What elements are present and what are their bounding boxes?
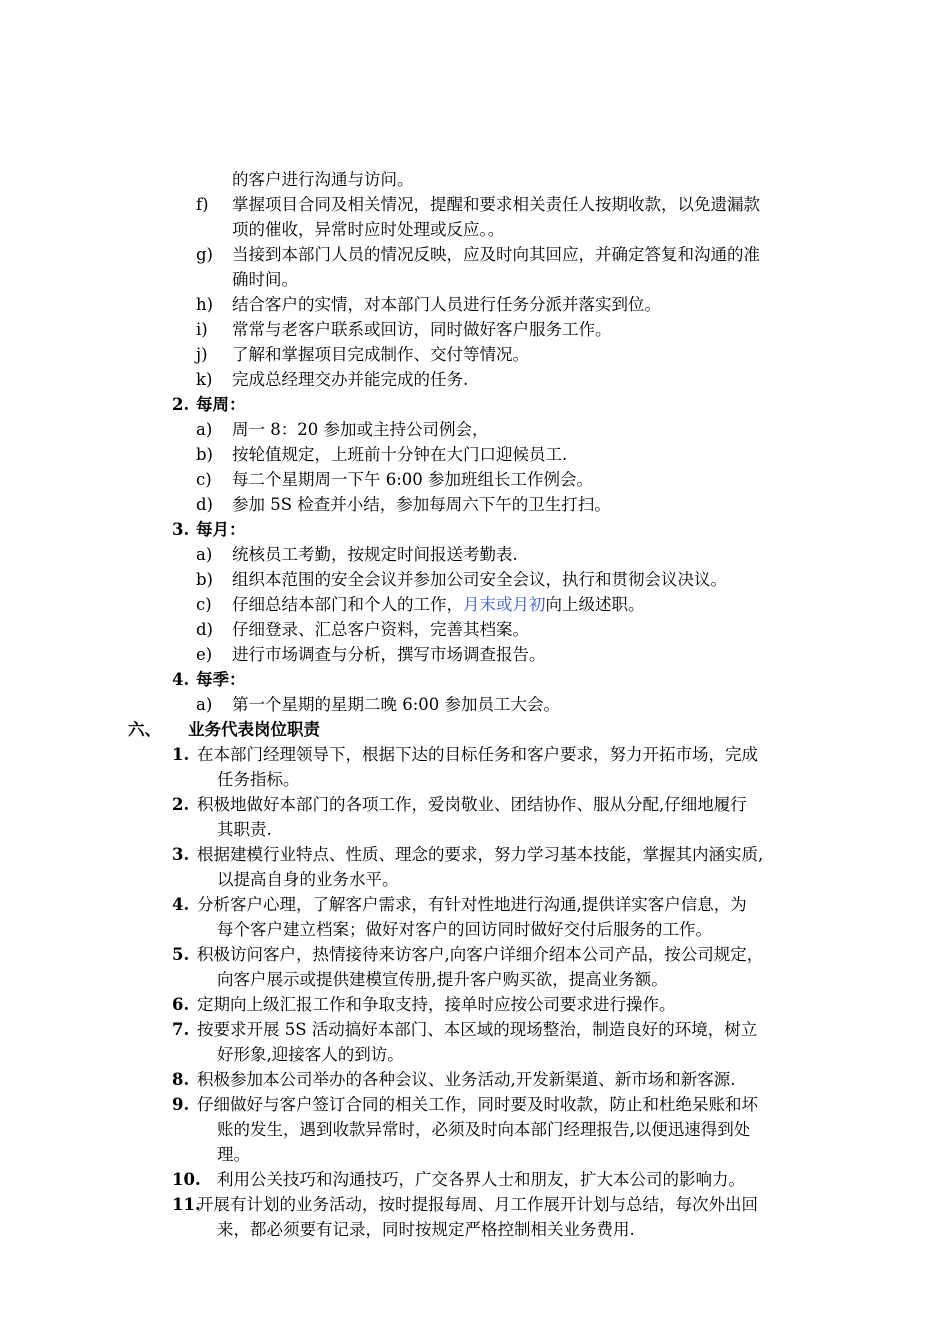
weekly-heading: 每周：: [196, 395, 246, 414]
duty-text: 在本部门经理领导下，根据下达的目标任务和客户要求，努力开拓市场，完成: [197, 745, 758, 764]
item-text: 当接到本部门人员的情况反映，应及时向其回应，并确定答复和沟通的准: [232, 245, 760, 264]
duty-text: 以提高自身的业务水平。: [217, 870, 399, 889]
duty-number: 1.: [172, 745, 190, 764]
item-label: h): [196, 295, 214, 314]
duty-number: 5.: [172, 945, 190, 964]
duty-text: 利用公关技巧和沟通技巧，广交各界人士和朋友，扩大本公司的影响力。: [217, 1170, 745, 1189]
duty-number: 7.: [172, 1020, 190, 1039]
item-label: a): [196, 545, 213, 564]
item-text: 结合客户的实情，对本部门人员进行任务分派并落实到位。: [232, 295, 661, 314]
item-label: d): [196, 620, 213, 639]
quarterly-heading: 每季：: [196, 670, 246, 689]
item-text-part: 向上级述职。: [545, 595, 645, 614]
item-text: 统核员工考勤，按规定时间报送考勤表.: [232, 545, 518, 564]
item-label: i): [196, 320, 208, 339]
duty-text: 积极参加本公司举办的各种会议、业务活动,开发新渠道、新市场和新客源.: [197, 1070, 736, 1089]
item-text: 周一 8：20 参加或主持公司例会，: [232, 420, 489, 439]
duty-text: 好形象,迎接客人的到访。: [217, 1045, 404, 1064]
item-text: 完成总经理交办并能完成的任务.: [232, 370, 469, 389]
quarterly-number: 4.: [172, 670, 190, 689]
item-text: 组织本范围的安全会议并参加公司安全会议，执行和贯彻会议决议。: [232, 570, 727, 589]
item-text: 进行市场调查与分析，撰写市场调查报告。: [232, 645, 546, 664]
duty-text: 积极访问客户，热情接待来访客户,向客户详细介绍本公司产品，按公司规定，: [197, 945, 764, 964]
duty-text: 其职责.: [217, 820, 272, 839]
duty-text: 积极地做好本部门的各项工作，爱岗敬业、团结协作、服从分配,仔细地履行: [197, 795, 747, 814]
item-label: c): [196, 595, 212, 614]
duty-number: 9.: [172, 1095, 190, 1114]
duty-number: 6.: [172, 995, 190, 1014]
item-text: 确时间。: [232, 270, 298, 289]
item-label: f): [196, 195, 209, 214]
monthly-heading: 每月：: [196, 520, 246, 539]
continuation-line: 的客户进行沟通与访问。: [232, 170, 414, 189]
duty-text: 任务指标。: [217, 770, 300, 789]
duty-text: 账的发生，遇到收款异常时，必须及时向本部门经理报告,以便迅速得到处: [217, 1120, 751, 1139]
item-label: c): [196, 470, 212, 489]
duty-text: 按要求开展 5S 活动搞好本部门、本区域的现场整治，制造良好的环境，树立: [197, 1020, 758, 1039]
item-text: 了解和掌握项目完成制作、交付等情况。: [232, 345, 529, 364]
duty-text: 每个客户建立档案；做好对客户的回访同时做好交付后服务的工作。: [217, 920, 712, 939]
item-text-part: 仔细总结本部门和个人的工作，: [232, 595, 463, 614]
duty-text: 来，都必须要有记录，同时按规定严格控制相关业务费用.: [217, 1220, 635, 1239]
item-label: b): [196, 570, 213, 589]
item-text: 第一个星期的星期二晚 6:00 参加员工大会。: [232, 695, 561, 714]
item-text: 项的催收，异常时应时处理或反应。。: [232, 220, 505, 239]
duty-text: 仔细做好与客户签订合同的相关工作，同时要及时收款，防止和杜绝呆账和坏: [197, 1095, 758, 1114]
duty-number: 4.: [172, 895, 190, 914]
item-text: 常常与老客户联系或回访，同时做好客户服务工作。: [232, 320, 612, 339]
item-text: 参加 5S 检查并小结，参加每周六下午的卫生打扫。: [232, 495, 611, 514]
highlighted-text: 月末或月初: [463, 595, 546, 614]
item-text: 按轮值规定，上班前十分钟在大门口迎候员工.: [232, 445, 568, 464]
item-label: k): [196, 370, 213, 389]
duty-number: 8.: [172, 1070, 190, 1089]
duty-number: 2.: [172, 795, 190, 814]
duty-text: 根据建模行业特点、性质、理念的要求，努力学习基本技能，掌握其内涵实质,: [197, 845, 764, 864]
item-label: g): [196, 245, 213, 264]
item-text: [232, 593, 645, 617]
item-text: 仔细登录、汇总客户资料，完善其档案。: [232, 620, 529, 639]
item-label: a): [196, 695, 213, 714]
duty-text: 开展有计划的业务活动，按时提报每周、月工作展开计划与总结，每次外出回: [197, 1195, 758, 1214]
item-text: 每二个星期周一下午 6:00 参加班组长工作例会。: [232, 470, 594, 489]
item-text: 掌握项目合同及相关情况，提醒和要求相关责任人按期收款，以免遗漏款: [232, 195, 760, 214]
item-label: b): [196, 445, 213, 464]
section-number: 六、: [128, 720, 161, 739]
section-heading: 业务代表岗位职责: [188, 720, 320, 739]
weekly-number: 2.: [172, 395, 190, 414]
duty-text: 分析客户心理，了解客户需求，有针对性地进行沟通,提供详实客户信息，为: [197, 895, 747, 914]
item-label: d): [196, 495, 213, 514]
item-label: e): [196, 645, 213, 664]
monthly-number: 3.: [172, 520, 190, 539]
duty-number: 3.: [172, 845, 190, 864]
item-label: a): [196, 420, 213, 439]
duty-text: 定期向上级汇报工作和争取支持，接单时应按公司要求进行操作。: [197, 995, 676, 1014]
duty-number: 10.: [172, 1170, 201, 1189]
duty-text: 向客户展示或提供建模宣传册,提升客户购买欲，提高业务额。: [217, 970, 668, 989]
item-label: j): [196, 345, 208, 364]
duty-number: 11.: [172, 1195, 201, 1214]
duty-text: 理。: [217, 1145, 250, 1164]
